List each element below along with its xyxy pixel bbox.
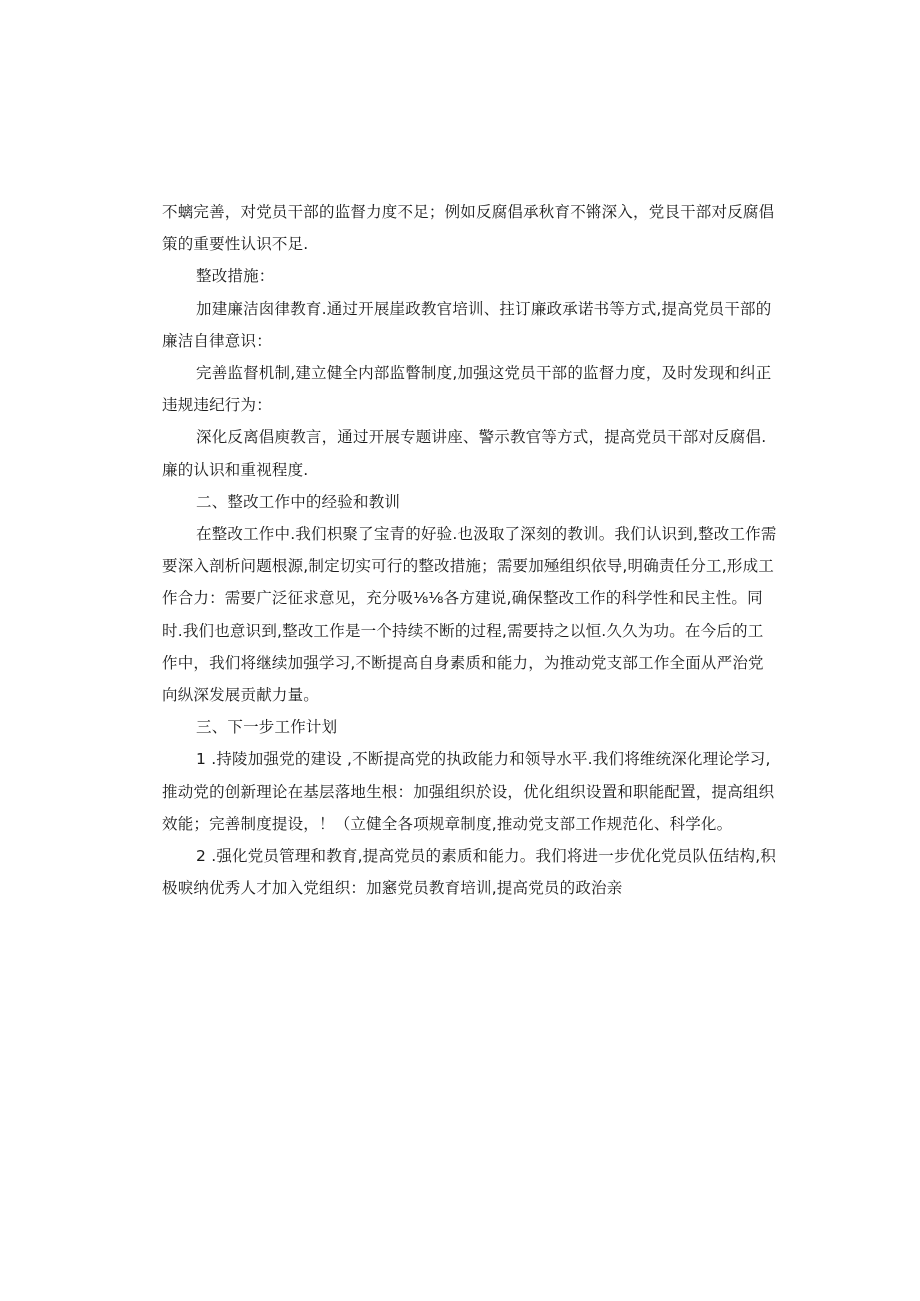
text-line: 不螭完善，对党员干部的监督力度不足；例如反腐倡承秋育不锵深入，党艮干部对反腐倡 bbox=[162, 203, 775, 221]
text-line: 推动党的创新理论在基层落地生根：加强组织於设，优化组织设置和职能配置，提高组织 bbox=[162, 782, 775, 801]
text-line: 向纵深发展贡献力量。 bbox=[162, 686, 320, 705]
paragraph-supervision-mechanism bbox=[162, 357, 772, 421]
paragraph-plan-item-2 bbox=[162, 840, 777, 904]
text-line: 要深入剖析问题根源,制定切实可行的整改措施；需要加殛组织依导,明确责任分工,形成工 bbox=[162, 557, 774, 576]
heading-section-three bbox=[162, 711, 772, 743]
text-line: 极唳纳优秀人才加入党组织：加窸党员教育培训,提高党员的政治亲 bbox=[162, 879, 623, 898]
text-line: 整改措施： bbox=[196, 267, 275, 286]
text-line: 完善监督机制,建立健全内部监瞥制度,加强这党员干部的监督力度，及时发现和纠正 bbox=[196, 364, 772, 383]
text-line: 作中，我们将继续加强学习,不断提高自身素质和能力，为推动党支部工作全面从严治党 bbox=[162, 653, 764, 672]
text-line: 二、整改工作中的经验和教训 bbox=[196, 492, 401, 511]
heading-section-two bbox=[162, 486, 772, 518]
text-line: 违规违纪行为： bbox=[162, 396, 272, 415]
paragraph-supervision-issue bbox=[162, 196, 775, 260]
paragraph-integrity-education bbox=[162, 293, 772, 357]
text-line: 加建廉洁囱律教育.通过开展崖政教官培训、拄订廉政承诺书等方式,提高党员干部的 bbox=[196, 299, 772, 318]
text-line: 在整改工作中.我们枳聚了宝青的好验.也汲取了深刻的教训。我们认识到,整改工作需 bbox=[196, 525, 777, 544]
text-line: 作合力：需要广泛征求意见，充分吸⅛⅛各方建说,确保整改工作的科学性和民主性。同 bbox=[162, 589, 763, 608]
text-line: 廉的认识和重视程度. bbox=[162, 460, 309, 479]
text-line: 2 .强化党员管理和教育,提高党员的素质和能力。我们将进一步优化党员队伍结构,积 bbox=[196, 847, 777, 866]
document-page bbox=[162, 0, 777, 904]
text-line: 廉洁自律意识： bbox=[162, 331, 272, 350]
paragraph-experience-lessons bbox=[162, 518, 777, 711]
text-line: 时.我们也意识到,整改工作是一个持续不断的过程,需要持之以恒.久久为功。在今后的工 bbox=[162, 621, 764, 640]
text-line: 三、下一步工作计划 bbox=[196, 718, 338, 737]
text-line: 效能；完善制度提设，！（立健全各项规章制度,推动党支部工作规范化、科学化。 bbox=[162, 814, 733, 833]
text-line: 1 .持陵加强党的建设 ,不断提高党的执政能力和领导水平.我们将维统深化理论学习, bbox=[196, 750, 771, 769]
top-margin bbox=[162, 0, 772, 196]
text-line: 策的重要性认识不足. bbox=[162, 235, 309, 254]
paragraph-anti-corruption-education bbox=[162, 421, 772, 485]
heading-rectification-measures bbox=[162, 260, 772, 292]
paragraph-plan-item-1 bbox=[162, 743, 775, 840]
text-line: 深化反离倡庾教言，通过开展专题讲座、警示教官等方式，提高党员干部对反腐倡. bbox=[196, 428, 767, 447]
